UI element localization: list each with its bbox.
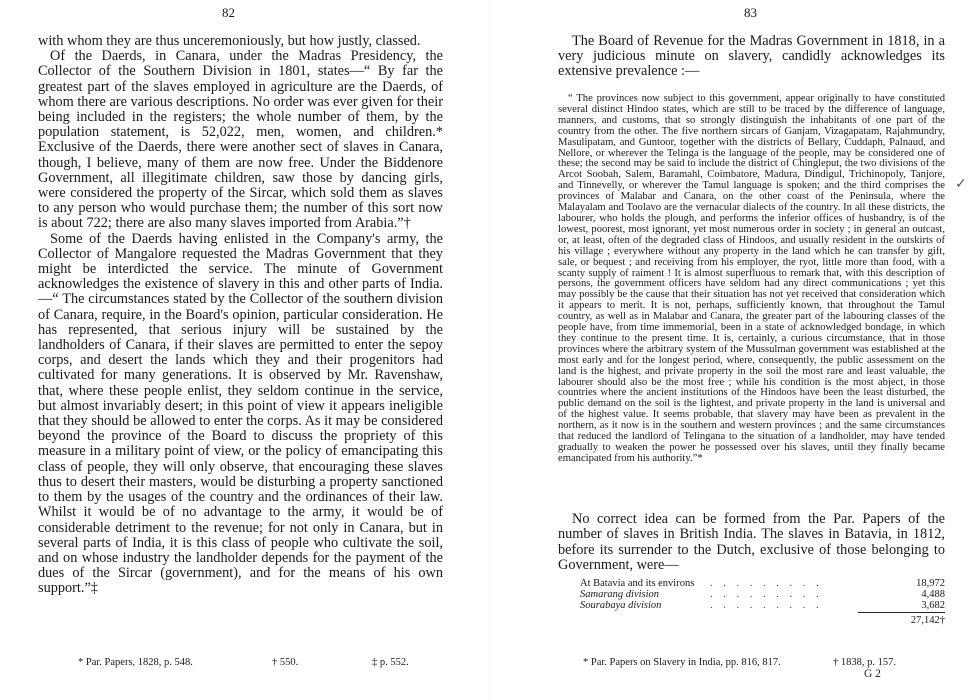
leader-dots: . . . . . . . . . — [710, 589, 823, 600]
leader-dots: . . . . . . . . . — [710, 600, 823, 611]
left-footnote-3: ‡ p. 552. — [372, 657, 409, 668]
right-intro — [558, 34, 945, 80]
total-rule — [858, 612, 945, 613]
left-body-text — [38, 34, 443, 597]
left-paragraph: Some of the Daerds having enlisted in the Company's army, the Collector of Mangalore requested the Madras Government that they might be interdicted the service. The minute of Government acknowledges the existence of slavery in this and other parts of India.—“ The circumstances stated by the Collector of the southern division of Canara, require, in the Board's opinion, particular consideration. He has represented, that serious injury will be sustained by the landholders of Canara, if their slaves are permitted to enter the sepoy corps, and desert the lands which they and their progenitors had cultivated for many generations. It is observed by Mr. Ravenshaw, that, where these people enlist, they seldom continue in the service, but almost invariably desert; in this point of view it appears ineligible that they should be allowed to enter the corps. As it may be considered beyond the province of the Board to discuss the propriety of this measure in a military point of view, or the policy of emancipating this class of people, they will only observe, that encouraging these slaves thus to desert their masters, would be disturbing a property sanctioned to them by the usages of the country and the ordinances of their law. Whilst it would be of no advantage to the army, it would be of considerable detriment to the revenue; for not only in Canara, but in several parts of India, it is this class of people who cultivate the soil, and on whose industry the landholder depends for the payment of the dues of the Sircar (government), and for the means of his own support.”‡ — [38, 230, 443, 597]
row-value: 18,972 — [916, 578, 945, 589]
row-label: Samarang division — [580, 589, 660, 600]
signature-mark: G 2 — [864, 668, 881, 680]
right-footnote-2: † 1838, p. 157. — [833, 657, 896, 668]
leader-dots: . . . . . . . . . — [710, 578, 823, 589]
left-footnote-1: * Par. Papers, 1828, p. 548. — [78, 657, 193, 668]
row-label: Sourabaya division — [580, 600, 662, 611]
left-paragraph: Of the Daerds, in Canara, under the Madras Presidency, the Collector of the Southern Division in 1801, states—“ By far the greatest part of the slaves employed in agriculture are the Daerds, of whom there are various descriptions. No order was ever given for their being included in the registers; the whole number of them, by the population statement, is 52,022, men, women, and children.* Exclusive of the Daerds, there were another sect of slaves in Canara, though, I believe, many of them are now free. Under the Biddenore Government, all illegitimate children, saw those by dancing girls, were considered the property of the Sircar, which sold them as slaves to any person who would purchase them; the number of this sort now is about 722; there are also many slaves imported from Arabia.”† — [38, 48, 443, 232]
right-paragraph-slaves-batavia: No correct idea can be formed from the Par. Papers of the number of slaves in British India. The slaves in Batavia, in 1812, before its surrender to the Dutch, exclusive of those belonging to Government, were— — [558, 511, 945, 573]
slave-count-table — [580, 578, 945, 611]
table-row — [580, 600, 945, 611]
row-label: At Batavia and its environs — [580, 578, 695, 589]
page-number-left: 82 — [222, 5, 235, 20]
table-total: 27,142† — [910, 615, 945, 626]
table-row — [580, 578, 945, 589]
margin-check-mark: ✓ — [955, 176, 967, 192]
right-footnote-1: * Par. Papers on Slavery in India, pp. 816, 817. — [583, 657, 781, 668]
board-minute-quote: “ The provinces now subject to this government, appear originally to have constituted several distinct Hindoo states, which are still to be traced by the difference of language, manners, and customs, that so strongly distinguish the inhabitants of one part of the country from the other. The five northern sircars of Ganjam, Vizagapatam, Rajahmundry, Masulipatam, and Guntoor, together with the districts of Bellary, Cuddaph, Palnaud, and Nellore, or wherever the Telinga is the language of the people, may be considered one of these; the second may be said to include the district of Chingleput, the two divisions of the Arcot Soobah, Salem, Baramahl, Coimbatore, Madura, Dindigul, Trichinopoly, Tanjore, and Tinnevelly, or wherever the Tamul language is spoken; and the third comprises the provinces of Malabar and Canara, on the other coast of the Peninsula, where the Malayalam and Toolavo are the vernacular dialects of the country. In all these districts, the labourer, who holds the plough, and performs the inferior offices of husbandry, is of the lowest, poorest, most ignorant, yet most numerous order in society ; in general an outcast, or, at least, often of the degraded class of Hindoos, and usually resident in the outskirts of his village ; everywhere without any property in the land which he can transfer by gift, sale, or bequest ; and receiving from his employer, the ryot, little more than food, with a scanty supply of raiment ! It is almost superfluous to remark that, with this description of persons, the government officers have seldom had any direct communications ; yet this may possibly be the cause that their situation has not yet received that consideration which it appears to merit. It is not, perhaps, sufficiently known, that throughout the Tamul country, as well as in Malabar and Canara, the greater part of the labouring classes of the people have, from time immemorial, been in a state of acknowledged bondage, in which they continue to the present time. It is, certainly, a curious circumstance, that in those provinces where the arbitrary system of the Mussulman government was established at the most early and for the longest period, where, consequently, the public assessment on the land is the highest, and private property in the soil the most rare and least valuable, the labourer should also be the most free ; while his condition is the most abject, in those countries where the ancient institutions of the Hindoos have been the least disturbed, the public demand on the soil is the lightest, and private property in the land is universal and of the highest value. It seems probable, that slavery may have been as prevalent in the northern, as it now is in the southern and western provinces ; and the same circumstances that reduced the landlord of Telingana to the situation of a landholder, may have tended gradually to weaken the power he possessed over his slaves, until they finally became emancipated from his authority.”* — [558, 93, 945, 464]
left-footnote-2: † 550. — [272, 657, 299, 668]
left-paragraph: with whom they are thus unceremoniously, but how justly, classed. — [38, 33, 421, 49]
row-value: 3,682 — [921, 600, 945, 611]
row-value: 4,488 — [921, 589, 945, 600]
right-intro-paragraph: The Board of Revenue for the Madras Government in 1818, in a very judicious minute on slavery, candidly acknowledges its extensive prevalence :— — [558, 33, 945, 80]
table-row — [580, 589, 945, 600]
page-number-right: 83 — [744, 5, 757, 20]
